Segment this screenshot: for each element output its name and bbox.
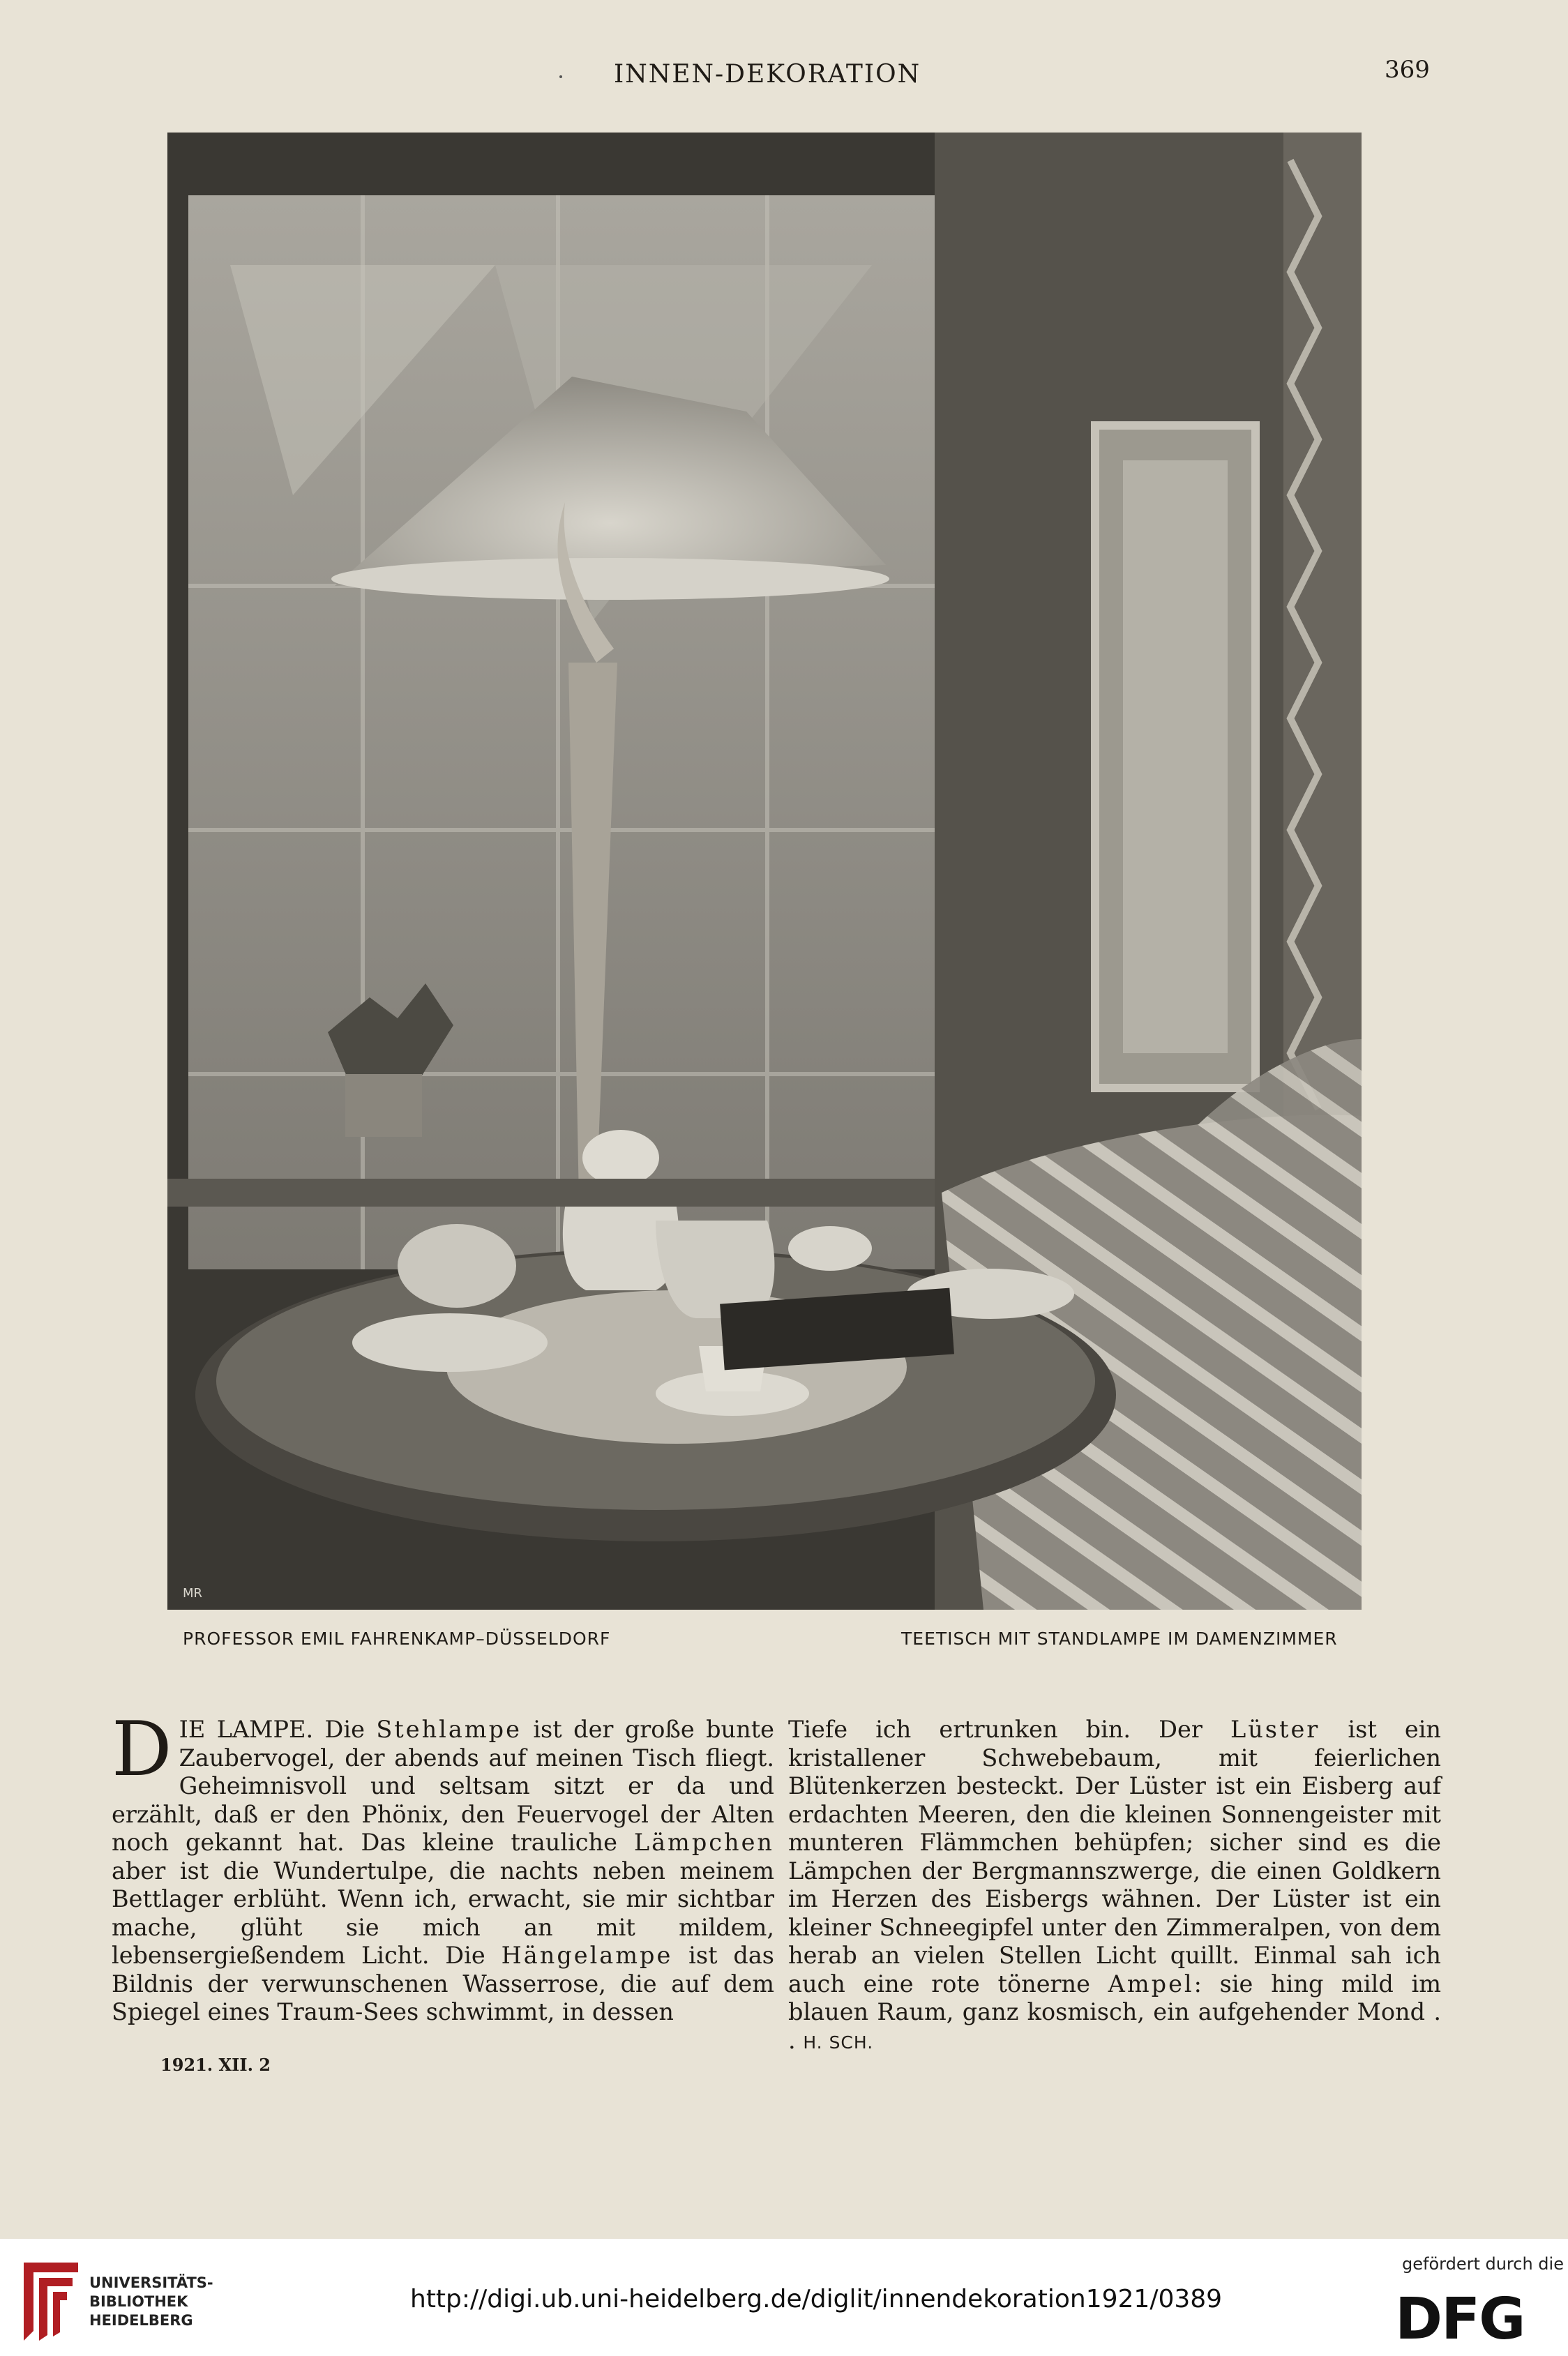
running-title: INNEN-DEKORATION — [614, 60, 921, 89]
interior-photograph — [167, 133, 1362, 1610]
emphasized-term: Lämpchen — [633, 1829, 774, 1856]
article-column-left — [112, 1706, 774, 2027]
photo-monogram: MR — [183, 1586, 203, 1601]
emphasized-term: Ampel — [1108, 1970, 1194, 1998]
article-paragraph-left: DIE LAMPE. Die Stehlampe ist der große bunte Zaubervogel, der abends auf meinen Tisch fliegt. Geheimnisvoll und seltsam sitzt er da und erzählt, daß er den Phönix, den Feuervogel der Alten noch gekannt hat. Das kleine trauliche Lämpchen aber ist die Wundertulpe, die nachts neben meinem Bettlager erblüht. Wenn ich, erwacht, sie mir sichtbar mache, glüht sie mich an mit mildem, lebensergießendem Licht. Die Hängelampe ist das Bildnis der verwunschenen Wasserrose, die auf dem Spiegel eines Traum-Sees schwimmt, in dessen — [112, 1706, 774, 2025]
photo-illustration — [167, 133, 1362, 1610]
emphasized-term: Stehlampe — [376, 1716, 522, 1743]
article-paragraph-right: Tiefe ich ertrunken bin. Der Lüster ist ein kristallener Schwebebaum, mit feierlichen Blütenkerzen besteckt. Der Lüster ist ein Eisberg auf erdachten Meeren, den die kleinen Sonnengeister mit munteren Flämmchen behüpfen; sicher sind es die Lämpchen der Bergmannszwerge, die einen Goldkern im Herzen des Eisbergs wähnen. Der Lüster ist ein kleiner Schneegipfel unter den Zimmeralpen, von dem herab an vielen Stellen Licht quillt. Einmal sah ich auch eine rote tönerne Ampel: sie hing mild im blauen Raum, ganz kosmisch, ein aufgehender Mond . . H. SCH. — [788, 1716, 1442, 2054]
funding-label: gefördert durch die — [1402, 2254, 1564, 2274]
caption-left: PROFESSOR EMIL FAHRENKAMP–DÜSSELDORF — [183, 1629, 611, 1649]
article-column-right — [788, 1716, 1441, 2057]
institution-name: UNIVERSITÄTS- BIBLIOTHEK HEIDELBERG — [89, 2274, 213, 2329]
page-number: 369 — [1385, 56, 1430, 84]
emphasized-term: Lüster — [1230, 1716, 1320, 1743]
digitization-footer — [0, 2239, 1568, 2356]
emphasized-term: Hängelampe — [501, 1942, 673, 1969]
permalink-url[interactable]: http://digi.ub.uni-heidelberg.de/diglit/innendekoration1921/0389 — [410, 2285, 1223, 2313]
university-library-logo-icon — [18, 2263, 78, 2341]
drop-cap: D — [112, 1706, 172, 1793]
head-dot — [559, 75, 562, 78]
dfg-logo: DFG — [1395, 2286, 1525, 2353]
author-signature: H. SCH. — [803, 2032, 874, 2053]
caption-right: TEETISCH MIT STANDLAMPE IM DAMENZIMMER — [901, 1629, 1338, 1649]
print-signature-mark: 1921. XII. 2 — [160, 2055, 271, 2075]
